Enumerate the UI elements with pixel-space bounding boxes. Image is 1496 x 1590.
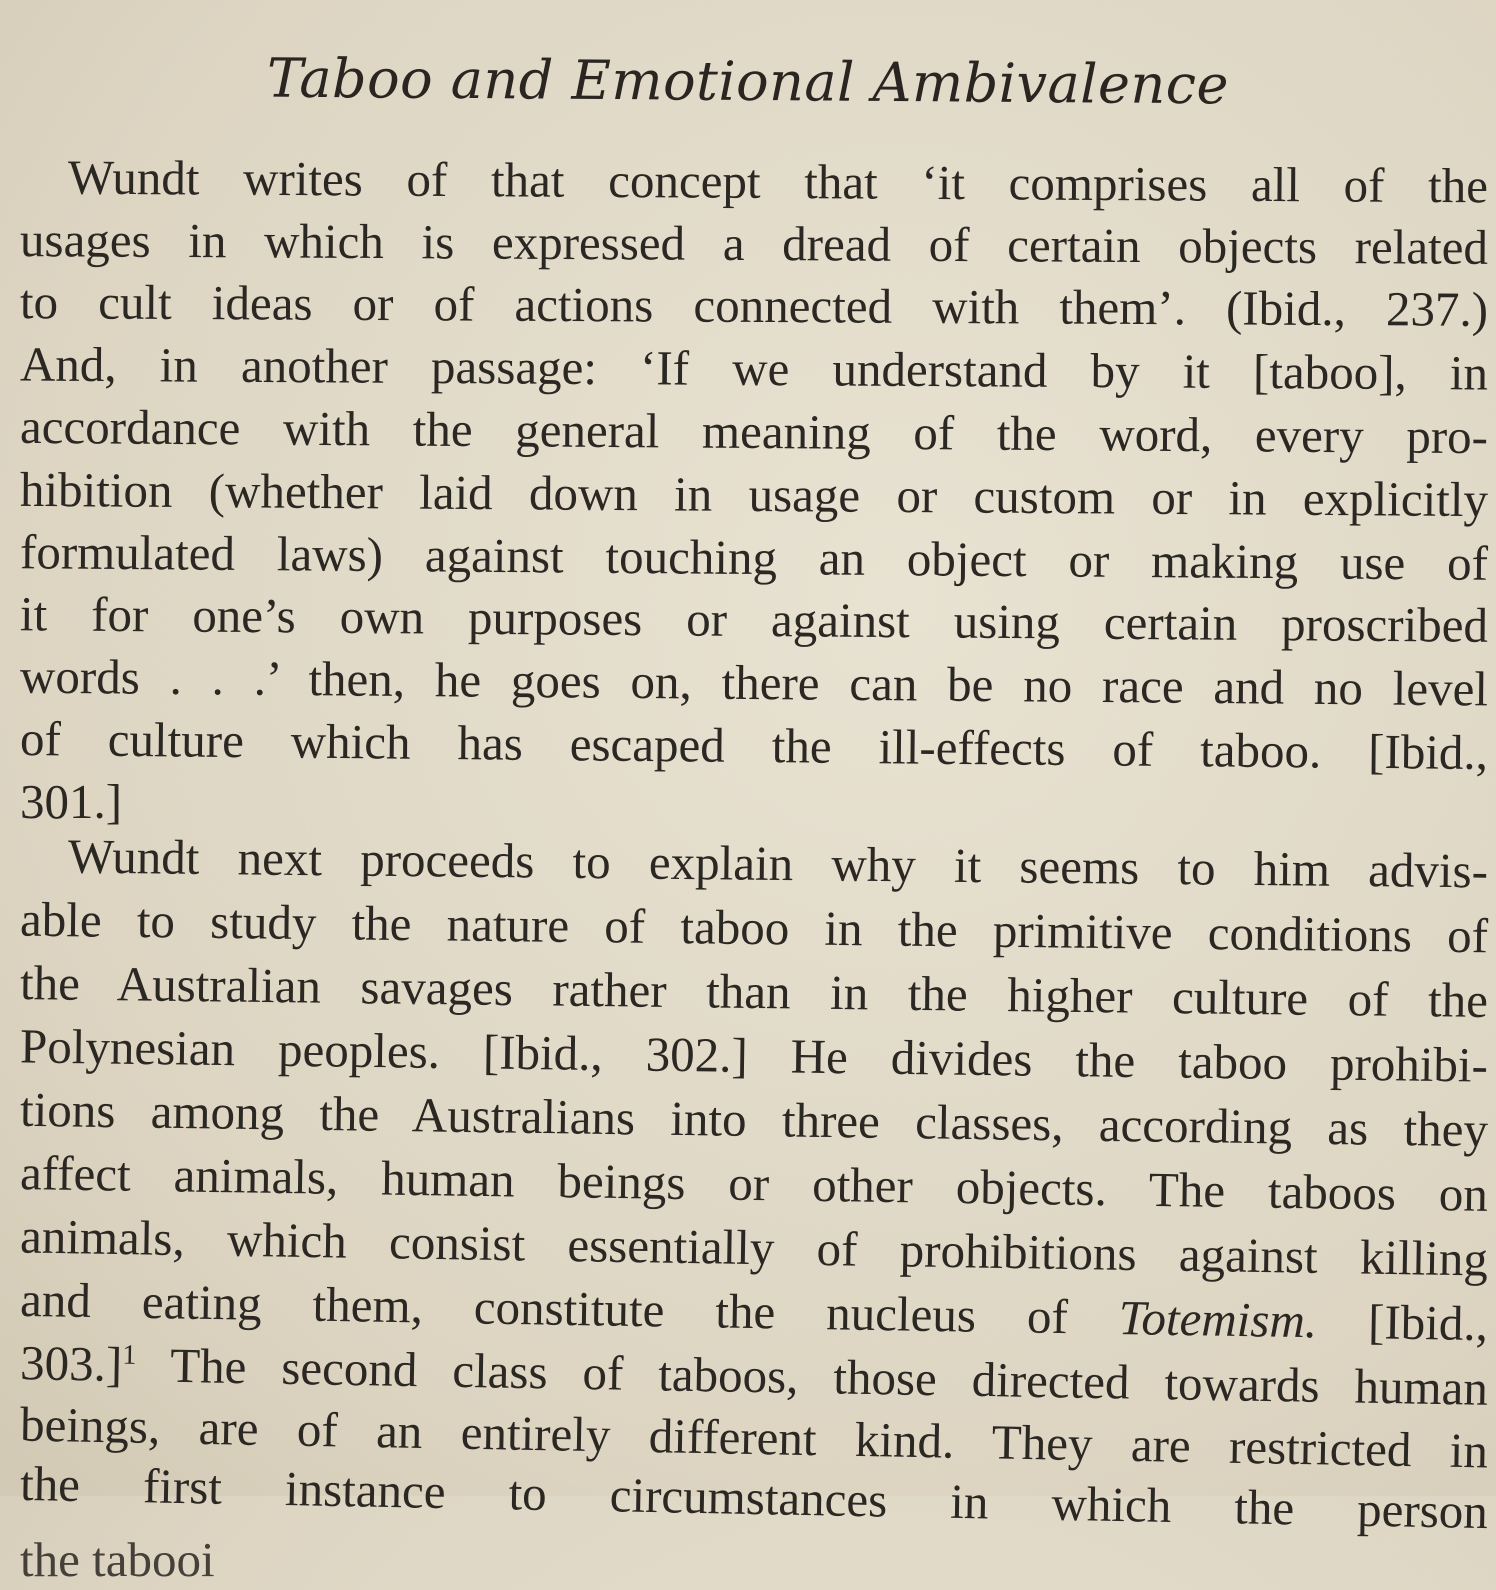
text-line: Polynesian peoples. [Ibid., 302.] He divides the taboo prohibi-: [19, 1018, 1489, 1093]
text-line: hibition (whether laid down in usage or custom or in explicitly: [19, 461, 1489, 528]
text-line: affect animals, human beings or other objects. The taboos on: [19, 1145, 1489, 1222]
citation: 303.]: [19, 1335, 123, 1392]
text-line: usages in which is expressed a dread of certain objects related: [19, 212, 1489, 275]
text-line: tions among the Australians into three classes, according as they: [19, 1081, 1489, 1158]
footnote-marker: 1: [122, 1339, 137, 1371]
text-line: it for one’s own purposes or against using certain proscribed: [19, 586, 1489, 653]
text-line: Wundt next proceeds to explain why it seems to him advis-: [67, 828, 1489, 899]
text-line: formulated laws) against touching an object or making use of: [19, 524, 1489, 591]
text-line: the first instance to circumstances in which the person: [19, 1455, 1489, 1540]
text-line: beings, are of an entirely different kind. They are restricted in: [19, 1396, 1489, 1479]
running-head: Taboo and Emotional Ambivalence: [266, 46, 1230, 117]
text-line-segment: and eating them, constitute the nucleus of: [19, 1271, 1069, 1345]
text-line: able to study the nature of taboo in the primitive conditions of: [19, 891, 1489, 964]
text-line: of culture which has escaped the ill-effects of taboo. [Ibid.,: [19, 710, 1489, 781]
text-line: the tabooi: [20, 1532, 215, 1587]
text-line: 301.]: [20, 774, 123, 829]
text-line: Wundt writes of that concept that ‘it comprises all of the: [67, 149, 1489, 214]
text-line: the Australian savages rather than in the higher culture of the: [19, 955, 1489, 1028]
text-line: to cult ideas or of actions connected with them’. (Ibid., 237.): [19, 274, 1489, 337]
italic-term: Totemism.: [1118, 1290, 1318, 1349]
text-line: words . . .’ then, he goes on, there can be no race and no level: [19, 648, 1489, 717]
text-line: And, in another passage: ‘If we understand by it [taboo], in: [19, 336, 1489, 401]
text-line-segment: The second class of taboos, those directed towards human: [169, 1337, 1489, 1416]
text-line: accordance with the general meaning of the word, every pro-: [19, 398, 1489, 465]
text-line: animals, which consist essentially of prohibitions against killing: [19, 1208, 1489, 1287]
citation: [Ibid.,: [1367, 1294, 1489, 1352]
